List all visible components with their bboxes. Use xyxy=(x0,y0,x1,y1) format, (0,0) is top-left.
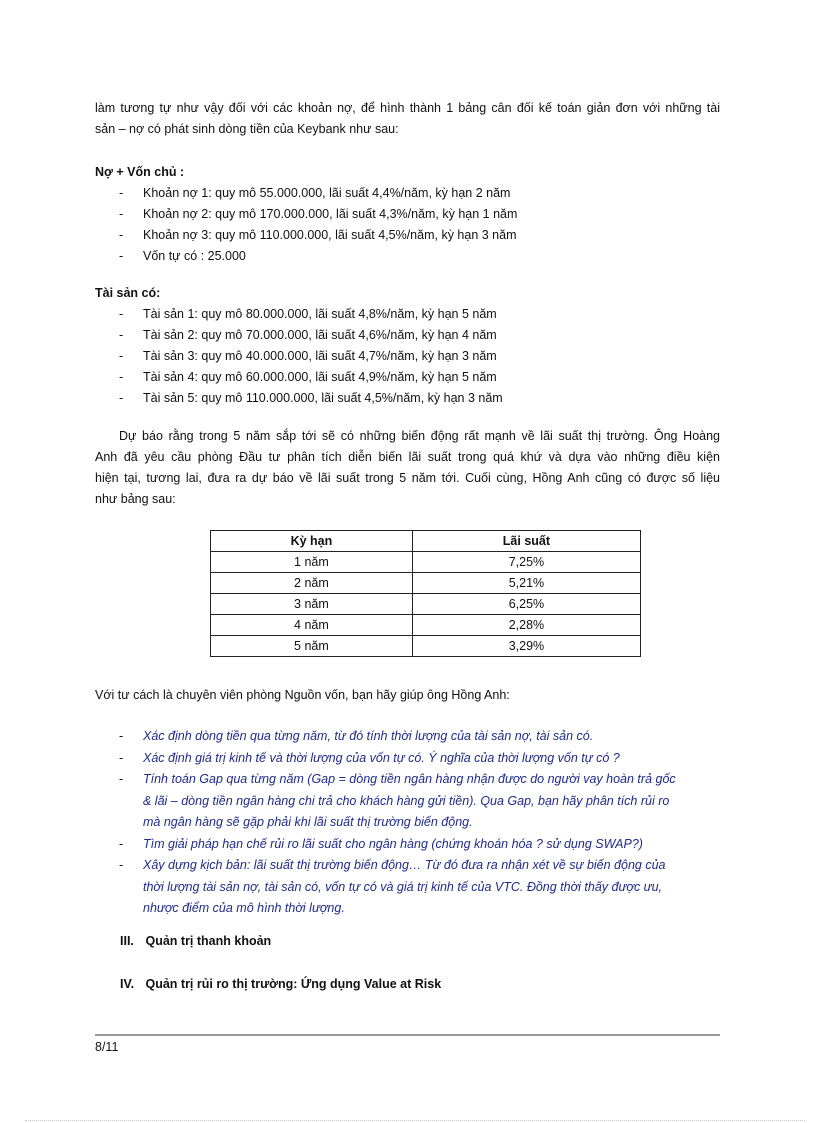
forecast-line: như bảng sau: xyxy=(95,492,176,506)
list-item-text: Tài sản 4: quy mô 60.000.000, lãi suất 4,9%/năm, kỳ hạn 5 năm xyxy=(143,370,497,384)
list-item-text: Khoản nợ 2: quy mô 170.000.000, lãi suất 4,3%/năm, kỳ hạn 1 năm xyxy=(143,207,518,221)
task-line: Xây dựng kịch bản: lãi suất thị trường biến động… Từ đó đưa ra nhận xét về sự biến động của xyxy=(143,858,666,872)
interest-rate-table xyxy=(210,530,641,657)
dash-marker: - xyxy=(119,750,124,765)
task-line: Tính toán Gap qua từng năm (Gap = dòng tiền ngân hàng nhận được do người vay hoàn trả gốc xyxy=(143,772,676,786)
task-line: Xác định dòng tiền qua từng năm, từ đó tính thời lượng của tài sản nợ, tài sản có. xyxy=(143,729,594,743)
table-cell-term: 4 năm xyxy=(211,615,413,636)
table-row xyxy=(211,552,641,573)
table-cell-rate: 6,25% xyxy=(412,594,640,615)
list-item-text: Khoản nợ 3: quy mô 110.000.000, lãi suất 4,5%/năm, kỳ hạn 3 năm xyxy=(143,228,517,242)
dash-marker: - xyxy=(119,370,124,384)
intro-line: làm tương tự như vậy đối với các khoản nợ, để hình thành 1 bảng cân đối kế toán giản đơn với những tài xyxy=(95,101,720,115)
footer-divider xyxy=(95,1034,720,1036)
list-item-text: Tài sản 2: quy mô 70.000.000, lãi suất 4,6%/năm, kỳ hạn 4 năm xyxy=(143,328,497,342)
table-cell-rate: 7,25% xyxy=(412,552,640,573)
table-row xyxy=(211,594,641,615)
section-number: III. xyxy=(120,934,134,948)
table-row xyxy=(211,573,641,594)
list-item xyxy=(95,304,720,325)
request-paragraph xyxy=(95,685,720,706)
task-line: nhược điểm của mô hình thời lượng. xyxy=(143,901,345,915)
task-item xyxy=(95,769,720,834)
dash-marker: - xyxy=(119,328,124,342)
assets-list xyxy=(95,304,720,409)
table-row xyxy=(211,615,641,636)
dash-marker: - xyxy=(119,349,124,363)
list-item-text: Tài sản 1: quy mô 80.000.000, lãi suất 4,8%/năm, kỳ hạn 5 năm xyxy=(143,307,497,321)
list-item xyxy=(95,204,720,225)
list-item xyxy=(95,388,720,409)
list-item xyxy=(95,367,720,388)
task-item xyxy=(95,726,720,748)
tasks-section xyxy=(95,726,720,920)
table-cell-rate: 5,21% xyxy=(412,573,640,594)
list-item xyxy=(95,246,720,267)
table-cell-rate: 2,28% xyxy=(412,615,640,636)
assets-title: Tài sản có: xyxy=(95,286,161,300)
dash-marker: - xyxy=(119,307,124,321)
list-item-text: Tài sản 5: quy mô 110.000.000, lãi suất 4,5%/năm, kỳ hạn 3 năm xyxy=(143,391,503,405)
section-title: Quản trị rủi ro thị trường: Ứng dụng Value at Risk xyxy=(145,977,442,991)
assets-section xyxy=(95,283,720,409)
list-item xyxy=(95,225,720,246)
section-heading-liquidity xyxy=(120,934,271,948)
dash-marker: - xyxy=(119,228,124,242)
page-edge-divider xyxy=(25,1120,805,1121)
table-cell-rate: 3,29% xyxy=(412,636,640,657)
list-item-text: Vốn tự có : 25.000 xyxy=(143,249,246,263)
tasks-list xyxy=(95,726,720,920)
dash-marker: - xyxy=(119,858,124,872)
dash-marker: - xyxy=(119,391,124,405)
forecast-line: hiện tại, tương lai, đưa ra dự báo về lãi suất trong 5 năm tới. Cuối cùng, Hồng Anh cũng có được số liệu xyxy=(95,471,720,485)
task-item xyxy=(95,855,720,920)
intro-line: sản – nợ có phát sinh dòng tiền của Keybank như sau: xyxy=(95,122,399,136)
dash-marker: - xyxy=(119,186,124,200)
task-item xyxy=(95,834,720,856)
dash-marker: - xyxy=(119,249,124,263)
list-item xyxy=(95,325,720,346)
task-line: Xác định giá trị kinh tế và thời lượng của vốn tự có. Ý nghĩa của thời lượng vốn tự có ? xyxy=(143,750,620,765)
list-item xyxy=(95,346,720,367)
list-item xyxy=(95,183,720,204)
dash-marker: - xyxy=(119,207,124,221)
task-line: mà ngân hàng sẽ gặp phải khi lãi suất thị trường biến động. xyxy=(143,815,473,829)
table-header-row xyxy=(211,531,641,552)
forecast-line: Anh đã yêu cầu phòng Đầu tư phân tích diễn biến lãi suất trong quá khứ và dựa vào những điều kiện xyxy=(95,450,720,464)
dash-marker: - xyxy=(119,836,124,851)
section-number: IV. xyxy=(120,977,135,991)
dash-marker: - xyxy=(119,772,124,786)
liabilities-list xyxy=(95,183,720,267)
table-cell-term: 3 năm xyxy=(211,594,413,615)
task-line: thời lượng tài sản nợ, tài sản có, vốn tự có và giá trị kinh tế của VTC. Đồng thời thấy được ưu, xyxy=(143,879,663,894)
table-row xyxy=(211,636,641,657)
dash-marker: - xyxy=(119,729,124,743)
column-header-term: Kỳ hạn xyxy=(211,531,413,552)
forecast-paragraph xyxy=(95,426,720,510)
liabilities-title: Nợ + Vốn chủ : xyxy=(95,165,185,179)
page-number: 8/11 xyxy=(95,1040,119,1054)
list-item-text: Khoản nợ 1: quy mô 55.000.000, lãi suất 4,4%/năm, kỳ hạn 2 năm xyxy=(143,186,511,200)
list-item-text: Tài sản 3: quy mô 40.000.000, lãi suất 4,7%/năm, kỳ hạn 3 năm xyxy=(143,349,497,363)
request-text: Với tư cách là chuyên viên phòng Nguồn vốn, bạn hãy giúp ông Hồng Anh: xyxy=(95,688,510,702)
table-cell-term: 1 năm xyxy=(211,552,413,573)
liabilities-section xyxy=(95,162,720,267)
task-item xyxy=(95,748,720,770)
column-header-rate: Lãi suất xyxy=(412,531,640,552)
section-title: Quản trị thanh khoản xyxy=(145,934,272,948)
table-cell-term: 2 năm xyxy=(211,573,413,594)
task-line: Tìm giải pháp hạn chế rủi ro lãi suất cho ngân hàng (chứng khoán hóa ? sử dụng SWAP?) xyxy=(143,836,643,851)
table-cell-term: 5 năm xyxy=(211,636,413,657)
intro-paragraph xyxy=(95,98,720,140)
forecast-line: Dự báo rằng trong 5 năm sắp tới sẽ có những biến động rất mạnh về lãi suất thị trường. Ông Hoàng xyxy=(119,429,720,443)
section-heading-market-risk xyxy=(120,977,441,991)
task-line: & lãi – dòng tiền ngân hàng chi trả cho khách hàng gửi tiền). Qua Gap, bạn hãy phân tích rủi ro xyxy=(143,793,670,808)
